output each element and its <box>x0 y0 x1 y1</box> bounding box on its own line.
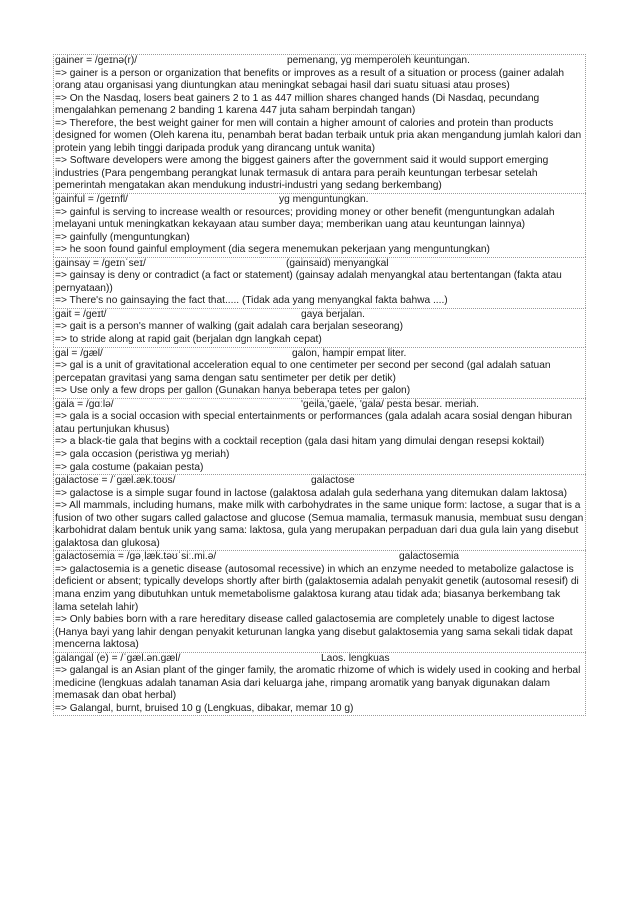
entry-sentence: => Galangal, burnt, bruised 10 g (Lengkuas, dibakar, memar 10 g) <box>55 702 354 714</box>
entry-sentence: => gal is a unit of gravitational acceleration equal to one centimeter per second per second (gal adalah satuan percepatan gravitasi yang sama dengan satu sentimeter per detik per detik) <box>55 360 554 384</box>
dictionary-entry <box>53 193 586 257</box>
entry-headword-line <box>55 309 584 322</box>
entry-sentence: => a black-tie gala that begins with a cocktail reception (gala dasi hitam yang dimulai dengan resepsi koktail) <box>55 436 545 448</box>
entry-sentence: => gainsay is deny or contradict (a fact or statement) (gainsay adalah menyangkal atau bertentangan (fakta atau pernyataan)) <box>55 270 565 294</box>
entry-term: gait = /ɡeɪt/ <box>55 308 107 320</box>
dictionary-entry <box>53 257 586 308</box>
entry-sentence: => On the Nasdaq, losers beat gainers 2 to 1 as 447 million shares changed hands (Di Nasdaq, pecundang mengalahkan pemenang 2 banding 1 karena 447 juta saham berpindah tangan) <box>55 92 543 117</box>
entry-sentence: => to stride along at rapid gait (berjalan dgn langkah cepat) <box>55 334 322 346</box>
entry-sentence: => gala costume (pakaian pesta) <box>55 461 204 473</box>
entry-headword-line <box>55 194 584 207</box>
entry-meaning: galactose <box>311 475 355 487</box>
entry-term: gainer = /ɡeɪnə(r)/ <box>55 55 138 66</box>
entry-sentence: => galactosemia is a genetic disease (autosomal recessive) in which an enzyme needed to metabolize galactose is deficient or absent; typically develops shortly after birth (galaktosemia adalah penyakit genetik (autosomal resesif) di mana enzim yang dibutuhkan untuk memetabolisme galaktosa kurang atau tidak ada; biasanya berkembang tak lama setelah lahir) <box>55 563 582 613</box>
entry-sentence: => Only babies born with a rare hereditary disease called galactosemia are completely unable to digest lactose (Hanya bayi yang lahir dengan penyakit keturunan langka yang disebut galaktosemia yang sama sekali tidak dapat mencerna laktosa) <box>55 614 576 651</box>
entry-meaning: Laos. lengkuas <box>321 652 390 664</box>
entry-meaning: 'geila,'gaele, 'gala/ pesta besar. meriah. <box>301 398 480 410</box>
entry-sentence: => gala is a social occasion with special entertainments or performances (gala adalah acara sosial dengan hiburan atau pertunjukan khusus) <box>55 411 575 435</box>
entry-headword-line <box>55 348 584 361</box>
dictionary-entry <box>53 308 586 347</box>
entry-sentence: => gainer is a person or organization that benefits or improves as a result of a situation or process (gainer adalah orang atau organisasi yang diuntungkan atau meningkat sebagai hasil dari suatu situasi atau proses) <box>55 67 567 92</box>
entry-sentence: => There's no gainsaying the fact that..... (Tidak ada yang menyangkal fakta bahwa ....) <box>55 295 448 307</box>
entry-sentence: => All mammals, including humans, make milk with carbohydrates in the same unique form: lactose, a sugar that is a fusion of two other sugars called galactose and glucose (Semua mamalia, termasuk manusia, membuat susu dengan karbohidrat dalam bentuk unik yang sama: laktosa, gula yang merupakan perpaduan dari dua gula lain yang disebut galaktosa dan glukosa) <box>55 500 587 549</box>
entry-meaning: (gainsaid) menyangkal <box>286 257 389 269</box>
entry-sentence: => galactose is a simple sugar found in lactose (galaktosa adalah gula sederhana yang ditemukan dalam laktosa) <box>55 487 567 499</box>
entry-sentence: => Software developers were among the biggest gainers after the government said it would support emerging industries (Para pengembang perangkat lunak termasuk di antara para peraih keuntungan terbesar setelah pemerintah mengatakan akan mendukung industri-industri yang sedang berkembang) <box>55 155 552 192</box>
entry-term: gainful = /ɡeɪnfl/ <box>55 194 129 206</box>
entry-headword-line <box>55 475 584 488</box>
entry-term: gainsay = /ɡeɪnˈseɪ/ <box>55 257 146 269</box>
dictionary-entry <box>53 54 586 193</box>
entry-meaning: gaya berjalan. <box>301 308 366 320</box>
entry-headword-line <box>55 399 584 412</box>
entry-meaning: pemenang, yg memperoleh keuntungan. <box>287 55 470 66</box>
entry-headword-line <box>55 258 584 271</box>
entry-term: gal = /ɡæl/ <box>55 347 103 359</box>
entry-term: gala = /ɡɑːlə/ <box>55 398 114 410</box>
entry-sentence: => Use only a few drops per gallon (Gunakan hanya beberapa tetes per galon) <box>55 385 411 397</box>
entry-meaning: galon, hampir empat liter. <box>292 347 407 359</box>
entry-sentence: => gala occasion (peristiwa yg meriah) <box>55 448 230 460</box>
entry-headword-line <box>55 551 584 564</box>
dictionary-entry <box>53 398 586 474</box>
entry-sentence: => galangal is an Asian plant of the ginger family, the aromatic rhizome of which is widely used in cooking and herbal medicine (lengkuas adalah tanaman Asia dari keluarga jahe, rimpang aromatik yang banyak digunakan dalam memasak dan obat herbal) <box>55 665 584 702</box>
entry-term: galactosemia = /ɡəˌlæk.təʊˈsiː.mi.ə/ <box>55 551 217 563</box>
entry-term: galangal (e) = /ˈɡæl.ən.ɡæl/ <box>55 652 181 664</box>
entry-sentence: => he soon found gainful employment (dia segera menemukan pekerjaan yang menguntungkan) <box>55 244 490 256</box>
entry-meaning: yg menguntungkan. <box>279 194 369 206</box>
entry-meaning: galactosemia <box>399 551 460 563</box>
dictionary-entry <box>53 550 586 651</box>
entry-sentence: => gainfully (menguntungkan) <box>55 231 190 243</box>
dictionary-page <box>53 54 586 716</box>
entry-sentence: => gainful is serving to increase wealth or resources; providing money or other benefit (menguntungkan adalah melayani untuk meningkatkan kekayaan atau sumber daya; memberikan uang atau keuntungan lainnya) <box>55 206 558 231</box>
dictionary-entry <box>53 474 586 550</box>
entry-headword-line <box>55 55 584 68</box>
entry-sentence: => gait is a person's manner of walking (gait adalah cara berjalan seseorang) <box>55 321 403 333</box>
dictionary-entry <box>53 652 586 717</box>
entry-headword-line <box>55 653 584 666</box>
entry-sentence: => Therefore, the best weight gainer for men will contain a higher amount of calories and protein than products designed for women (Oleh karena itu, penambah berat badan terbaik untuk pria akan mengandung jumlah kalori dan protein yang lebih tinggi daripada produk yang dirancang untuk wanita) <box>55 117 584 154</box>
dictionary-entry <box>53 347 586 398</box>
entry-term: galactose = /ˈɡæl.æk.toʊs/ <box>55 475 176 487</box>
